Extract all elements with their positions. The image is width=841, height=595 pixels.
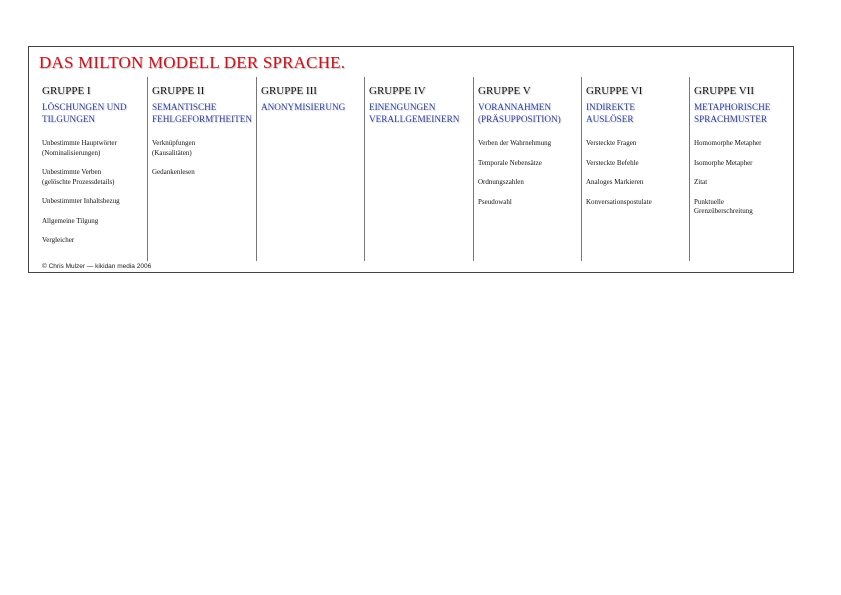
- group-subtitle: EINENGUNGEN VERALLGEMEINERN: [369, 102, 460, 124]
- list-item: Versteckte Fragen: [586, 139, 637, 147]
- group-subtitle: ANONYMISIERUNG: [261, 102, 346, 112]
- group-name: GRUPPE VI: [586, 85, 643, 97]
- group-subtitle: INDIREKTE AUSLÖSER: [586, 102, 635, 124]
- list-item: Unbestimmte Verben (gelöschte Prozessdetails): [42, 168, 115, 186]
- group-name: GRUPPE III: [261, 85, 317, 97]
- group-column: [147, 77, 256, 261]
- list-item: Unbestimmte Hauptwörter (Nominalisierungen): [42, 139, 117, 157]
- group-name: GRUPPE VII: [694, 85, 755, 97]
- group-column: [364, 77, 473, 261]
- group-name: GRUPPE I: [42, 85, 91, 97]
- list-item: Konversationspostulate: [586, 197, 652, 206]
- group-columns: [29, 77, 795, 262]
- group-subtitle: METAPHORISCHE SPRACHMUSTER: [694, 102, 771, 124]
- group-items: [152, 139, 252, 178]
- group-column: [581, 77, 689, 261]
- list-item: Verben der Wahrnehmung: [478, 139, 552, 147]
- list-item: Versteckte Befehle: [586, 158, 639, 167]
- group-items: [694, 139, 789, 217]
- group-column: [473, 77, 581, 261]
- copyright-footer: © Chris Mulzer — kikidan media 2006: [42, 263, 152, 270]
- group-subtitle: VORANNAHMEN (PRÄSUPPOSITION): [478, 102, 561, 124]
- group-name: GRUPPE II: [152, 85, 205, 97]
- group-subtitle: SEMANTISCHE FEHLGEFORMTHEITEN: [152, 102, 253, 124]
- list-item: Pseudowahl: [478, 197, 512, 206]
- group-column: [29, 77, 147, 261]
- group-subtitle: LÖSCHUNGEN UND TILGUNGEN: [42, 102, 127, 124]
- list-item: Allgemeine Tilgung: [42, 216, 99, 225]
- list-item: Temporale Nebensätze: [478, 158, 542, 167]
- list-item: Gedankenlesen: [152, 168, 195, 176]
- group-name: GRUPPE V: [478, 85, 531, 97]
- list-item: Verknüpfungen (Kausalitäten): [152, 139, 196, 157]
- group-items: [42, 139, 143, 246]
- list-item: Vergleicher: [42, 236, 75, 244]
- panel-title: DAS MILTON MODELL DER SPRACHE.: [39, 53, 346, 72]
- group-items: [586, 139, 685, 207]
- list-item: Unbestimmter Inhaltsbezug: [42, 197, 120, 205]
- group-name: GRUPPE IV: [369, 85, 426, 97]
- milton-model-panel: [28, 46, 794, 273]
- list-item: Analoges Markieren: [586, 178, 644, 186]
- group-items: [478, 139, 577, 207]
- group-column: [689, 77, 793, 261]
- list-item: Punktuelle Grenzüberschreitung: [694, 197, 753, 215]
- group-column: [256, 77, 364, 261]
- list-item: Ordnungszahlen: [478, 178, 524, 186]
- list-item: Homomorphe Metapher: [694, 139, 762, 147]
- list-item: Zitat: [694, 178, 708, 186]
- list-item: Isomorphe Metapher: [694, 158, 753, 167]
